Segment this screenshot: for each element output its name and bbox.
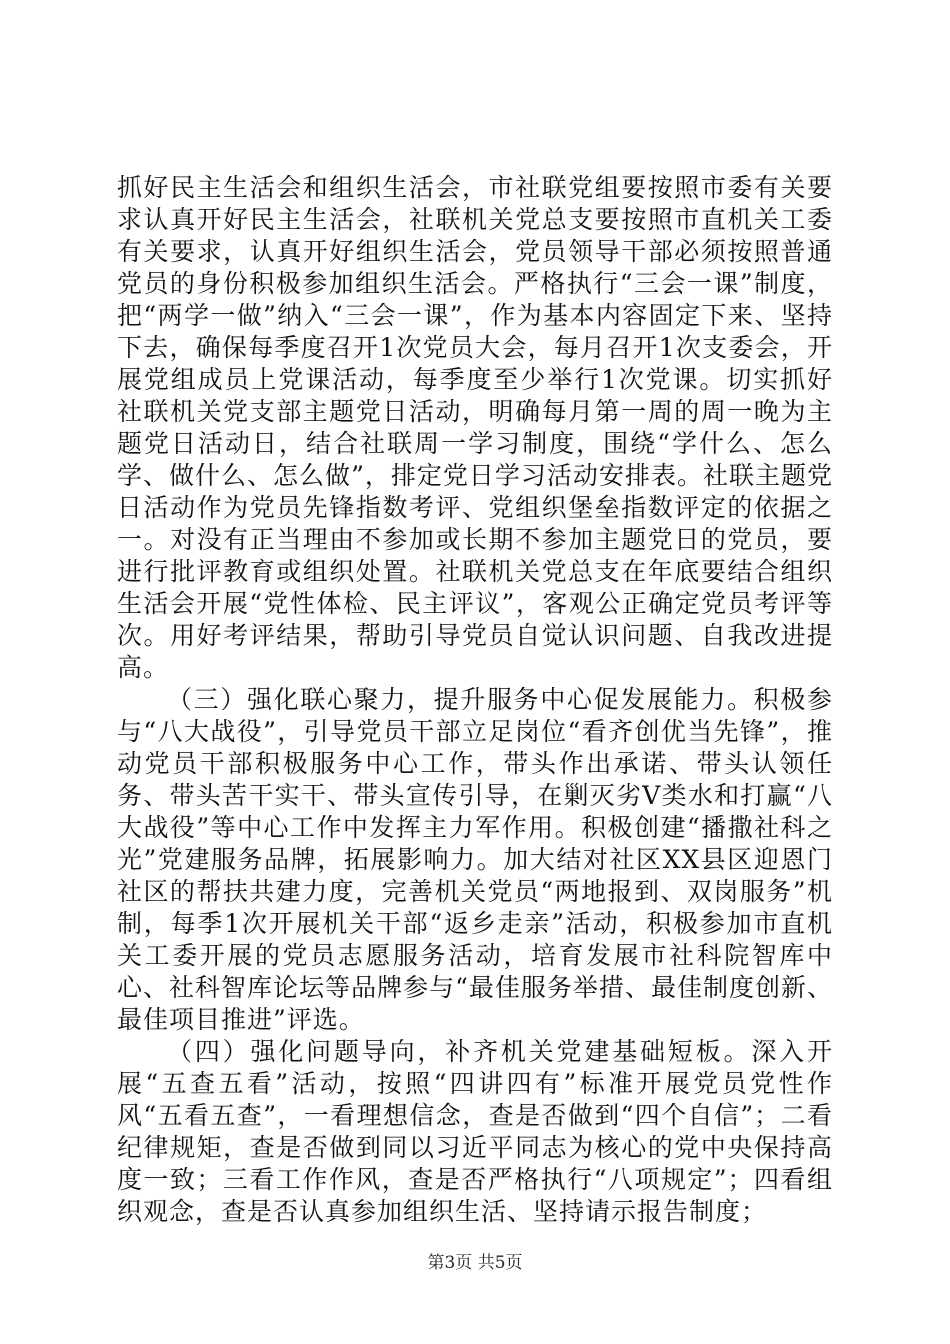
paragraph-section-four: （四）强化问题导向，补齐机关党建基础短板。深入开展“五查五看”活动，按照“四讲四有”标准开展党员党性作风“五看五查”，一看理想信念，查是否做到“四个自信”；二看纪律规矩，查是否做到同以习近平同志为核心的党中央保持高度一致；三看工作作风，查是否严格执行“八项规定”；四看组织观念，查是否认真参加组织生活、坚持请示报告制度； (117, 1037, 833, 1226)
paragraph-section-three: （三）强化联心聚力，提升服务中心促发展能力。积极参与“八大战役”，引导党员干部立足岗位“看齐创优当先锋”，推动党员干部积极服务中心工作，带头作出承诺、带头认领任务、带头苦干实干、带头宣传引导，在剿灭劣Ⅴ类水和打赢“八大战役”等中心工作中发挥主力军作用。积极创建“播撒社科之光”党建服务品牌，拓展影响力。加大结对社区XX县区迎恩门社区的帮扶共建力度，完善机关党员“两地报到、双岗服务”机制，每季1次开展机关干部“返乡走亲”活动，积极参加市直机关工委开展的党员志愿服务活动，培育发展市社科院智库中心、社科智库论坛等品牌参与“最佳服务举措、最佳制度创新、最佳项目推进”评选。 (117, 685, 833, 1034)
page-number-footer: 第3页 共5页 (427, 1253, 523, 1273)
document-body (117, 172, 833, 1228)
paragraph-party-life-meetings: 抓好民主生活会和组织生活会，市社联党组要按照市委有关要求认真开好民主生活会，社联机关党总支要按照市直机关工委有关要求，认真开好组织生活会，党员领导干部必须按照普通党员的身份积极参加组织生活会。严格执行“三会一课”制度，把“两学一做”纳入“三会一课”，作为基本内容固定下来、坚持下去，确保每季度召开1次党员大会，每月召开1次支委会，开展党组成员上党课活动，每季度至少举行1次党课。切实抓好社联机关党支部主题党日活动，明确每月第一周的周一晚为主题党日活动日，结合社联周一学习制度，围绕“学什么、怎么学、做什么、怎么做”，排定党日学习活动安排表。社联主题党日活动作为党员先锋指数考评、党组织堡垒指数评定的依据之一。对没有正当理由不参加或长期不参加主题党日的党员，要进行批评教育或组织处置。社联机关党总支在年底要结合组织生活会开展“党性体检、民主评议”，客观公正确定党员考评等次。用好考评结果，帮助引导党员自觉认识问题、自我改进提高。 (117, 173, 833, 682)
